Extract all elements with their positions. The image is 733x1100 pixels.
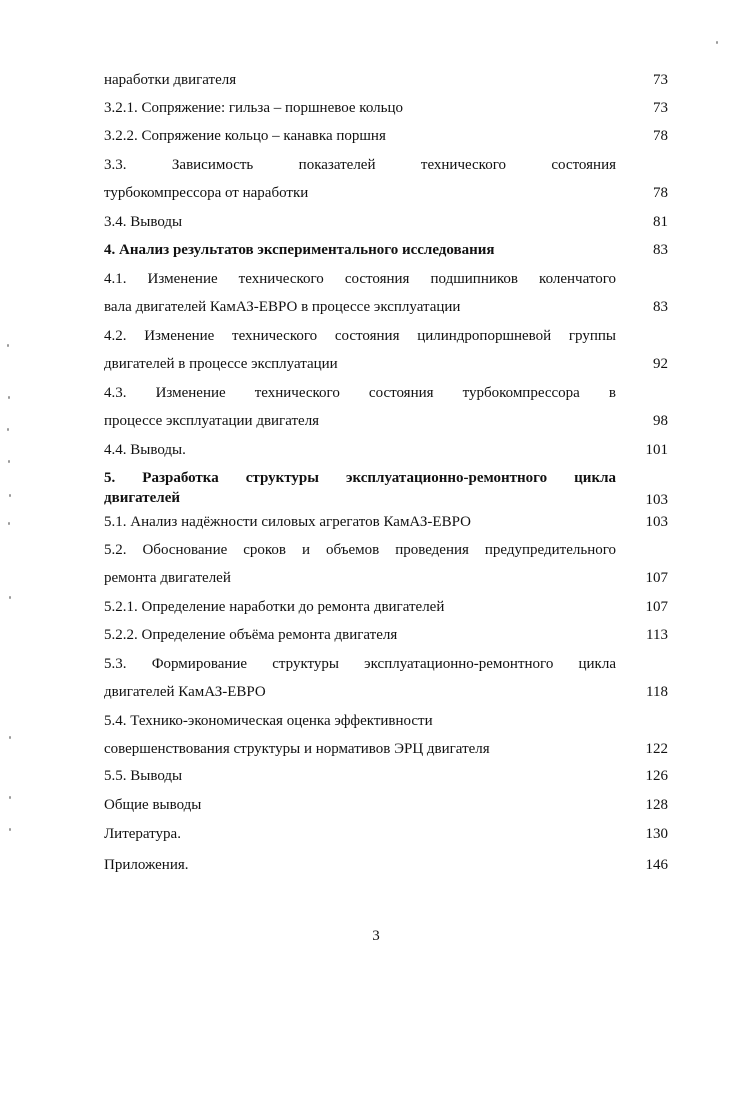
scan-speck xyxy=(8,522,10,525)
toc-entry-title: вала двигателей КамАЗ-ЕВРО в процессе эксплуатации xyxy=(104,299,461,315)
toc-entry-page: 126 xyxy=(645,768,668,784)
toc-entry-page: 101 xyxy=(645,442,668,458)
scan-speck xyxy=(8,396,10,399)
toc-entry-page: 107 xyxy=(645,570,668,586)
scan-speck xyxy=(716,41,718,44)
toc-entry-title: 4.4. Выводы. xyxy=(104,442,186,458)
toc-entry-page: 83 xyxy=(653,299,668,315)
scan-speck xyxy=(9,736,11,739)
toc-entry-page: 146 xyxy=(645,857,668,873)
page-number: 3 xyxy=(372,928,380,944)
toc-entry-title: 5.5. Выводы xyxy=(104,768,183,784)
toc-entry-page: 98 xyxy=(653,413,668,429)
toc-entry-page: 78 xyxy=(653,185,668,201)
toc-entry-title: наработки двигателя xyxy=(104,72,237,88)
toc-entry-title: ремонта двигателей xyxy=(104,570,231,586)
toc-chapter-title: двигателей xyxy=(104,490,180,506)
toc-entry-page: 107 xyxy=(645,599,668,615)
toc-entry-title: 5.1. Анализ надёжности силовых агрегатов КамАЗ-ЕВРО xyxy=(104,514,471,530)
toc-entry-title: Общие выводы xyxy=(104,797,202,813)
scan-speck xyxy=(7,344,9,347)
toc-entry-title: 3.3. Зависимость показателей технического состояния xyxy=(104,157,616,173)
toc-entry-title: 4.2. Изменение технического состояния цилиндропоршневой группы xyxy=(104,328,616,344)
toc-entry-page: 103 xyxy=(645,514,668,530)
toc-entry-page: 122 xyxy=(645,741,668,757)
scan-speck xyxy=(8,460,10,463)
toc-entry-title: процессе эксплуатации двигателя xyxy=(104,413,320,429)
toc-entry-title: 5.2.1. Определение наработки до ремонта двигателей xyxy=(104,599,445,615)
toc-entry-title: 5.2. Обоснование сроков и объемов проведения предупредительного xyxy=(104,542,616,558)
toc-entry-title: Приложения. xyxy=(104,857,189,873)
toc-entry-page: 92 xyxy=(653,356,668,372)
scan-speck xyxy=(9,494,11,497)
toc-chapter-title: 5. Разработка структуры эксплуатационно-ремонтного цикла xyxy=(104,470,616,486)
toc-entry-title: 5.2.2. Определение объёма ремонта двигателя xyxy=(104,627,398,643)
toc-entry-title: 5.3. Формирование структуры эксплуатационно-ремонтного цикла xyxy=(104,656,616,672)
toc-entry-title: 3.2.2. Сопряжение кольцо – канавка поршня xyxy=(104,128,386,144)
toc-chapter-title: 4. Анализ результатов экспериментального исследования xyxy=(104,242,495,258)
scan-speck xyxy=(9,796,11,799)
toc-entry-title: 3.2.1. Сопряжение: гильза – поршневое кольцо xyxy=(104,100,403,116)
toc-entry-title: турбокомпрессора от наработки xyxy=(104,185,309,201)
toc-entry-page: 78 xyxy=(653,128,668,144)
toc-entry-title: 5.4. Технико-экономическая оценка эффективности xyxy=(104,713,433,729)
toc-entry-page: 113 xyxy=(646,627,668,643)
scan-speck xyxy=(9,596,11,599)
toc-entry-title: 4.3. Изменение технического состояния турбокомпрессора в xyxy=(104,385,616,401)
toc-entry-page: 103 xyxy=(645,492,668,508)
toc-entry-page: 81 xyxy=(653,214,668,230)
toc-entry-page: 130 xyxy=(645,826,668,842)
toc-entry-title: совершенствования структуры и нормативов ЭРЦ двигателя xyxy=(104,741,490,757)
toc-entry-title: 3.4. Выводы xyxy=(104,214,183,230)
toc-entry-title: двигателей КамАЗ-ЕВРО xyxy=(104,684,266,700)
toc-entry-page: 83 xyxy=(653,242,668,258)
toc-entry-page: 73 xyxy=(653,72,668,88)
toc-entry-page: 73 xyxy=(653,100,668,116)
toc-entry-title: двигателей в процессе эксплуатации xyxy=(104,356,338,372)
toc-entry-page: 118 xyxy=(646,684,668,700)
scan-speck xyxy=(9,828,11,831)
toc-entry-title: Литература. xyxy=(104,826,181,842)
toc-entry-page: 128 xyxy=(645,797,668,813)
scan-speck xyxy=(7,428,9,431)
toc-entry-title: 4.1. Изменение технического состояния подшипников коленчатого xyxy=(104,271,616,287)
